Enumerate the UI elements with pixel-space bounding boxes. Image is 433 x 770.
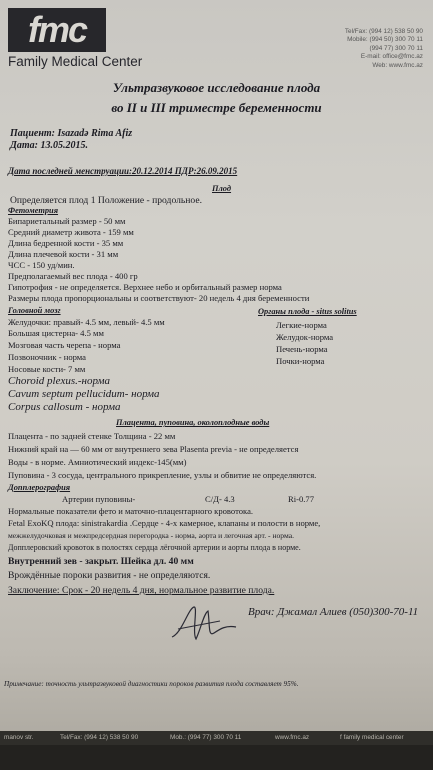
header-contacts	[345, 28, 423, 70]
brain-italic-line: Corpus callosum - норма	[8, 401, 121, 413]
contact-tel: Tel/Fax: (994 12) 538 50 90	[344, 28, 423, 35]
doctor-line: Врач: Джамал Алиев (050)300-70-11	[248, 606, 419, 618]
doppler-sd: С/Д- 4.3	[205, 494, 235, 504]
menstruation-line: Дата последней менструации:20.12.2014 ПДР:26.09.2015	[8, 166, 238, 176]
doppler-line: Врождённые пороки развития - не определяются.	[8, 570, 211, 581]
conclusion-line: Заключение: Срок - 20 недель 4 дня, нормальное развитие плода.	[8, 585, 275, 596]
placenta-header: Плацента, пуповина, околоплодные воды	[116, 418, 270, 427]
contact-web: Web: www.fmc.az	[372, 61, 423, 69]
placenta-line: Воды - в норме. Амниотический индекс-145(мм)	[8, 457, 187, 467]
contact-mobile: Mobile: (994 50) 300 70 11	[347, 36, 423, 44]
footer-facebook-label: family medical center	[343, 734, 404, 741]
facebook-icon: f	[340, 734, 344, 741]
page-footer	[0, 731, 433, 745]
doppler-line: Внутренний зев - закрыт. Шейка дл. 40 мм	[8, 556, 194, 567]
fetus-header: Плод	[212, 184, 232, 193]
organ-line: Желудок-норма	[276, 332, 334, 342]
footer-tel: Tel/Fax: (994 12) 538 50 90	[60, 734, 139, 741]
doppler-artery: Артерии пуповины-	[62, 494, 136, 504]
fetometry-line: Длина бедренной кости - 35 мм	[8, 238, 124, 248]
doppler-header: Допплерография	[8, 483, 71, 492]
placenta-line: Нижний край на — 60 мм от внутреннего зева Plasenta previa - не определяется	[8, 444, 299, 454]
fetometry-line: Гипотрофия - не определяется. Верхнее небо и орбитальный размер норма	[8, 282, 282, 292]
footnote: Примечание: точность ультразвуковой диагностики пороков развития плода составляет 95%.	[4, 680, 299, 688]
doppler-line: межжелудочковая и межпредсердная перегородка - норма, аорта и легочная арт. - норма.	[8, 531, 295, 540]
exam-date: Дата: 13.05.2015.	[10, 140, 88, 151]
brand-name: Family Medical Center	[8, 54, 143, 69]
fetometry-line: Средний диаметр живота - 159 мм	[8, 227, 134, 237]
brain-italic-line: Cavum septum pellucidum- норма	[8, 388, 160, 400]
fetometry-line: Размеры плода пропорциональны и соответствуют- 20 недель 4 дня беременности	[8, 293, 310, 303]
brain-line: Желудочки: правый- 4.5 мм, левый- 4.5 мм	[8, 317, 165, 327]
fetometry-line: Длина плечевой кости - 31 мм	[8, 249, 119, 259]
doc-title-line2: во II и III триместре беременности	[111, 100, 322, 115]
patient-name: Пациент: Isazadə Rima Afiz	[10, 128, 133, 139]
doctor-signature	[168, 603, 238, 643]
brain-header: Головной мозг	[8, 306, 61, 315]
brain-line: Носовые кости- 7 мм	[8, 364, 86, 374]
footer-web: www.fmc.az	[275, 734, 310, 741]
background-table-edge	[0, 745, 433, 770]
doppler-line: Fetal ExoKQ плода: sinistrakardia .Сердце - 4-х камерное, клапаны и полости в норме,	[8, 518, 321, 528]
placenta-line: Пуповина - 3 сосуда, центрального прикрепление, узлы и обвитие не определяются.	[8, 470, 317, 480]
brain-italic-line: Choroid plexus.-норма	[8, 375, 110, 387]
brain-line: Позвоночник - норма	[8, 352, 86, 362]
fetometry-line: Предполагаемый вес плода - 400 гр	[8, 271, 138, 281]
doppler-line: Нормальные показатели фето и маточно-плацентарного кровотока.	[8, 506, 254, 516]
brain-line: Большая цистерна- 4.5 мм	[8, 328, 104, 338]
fetometry-line: ЧСС - 150 уд/мин.	[8, 260, 75, 270]
organ-line: Печень-норма	[276, 344, 328, 354]
footer-mobile: Mob.: (994 77) 300 70 11	[170, 734, 242, 741]
placenta-line: Плацента - по задней стенке Толщина - 22 мм	[8, 431, 176, 441]
organ-line: Почки-норма	[276, 356, 325, 366]
doppler-line: Допплеровский кровоток в полостях сердца лёгочной артерии и аорты плода в норме.	[8, 543, 301, 552]
footer-facebook	[340, 731, 404, 745]
fetometry-header: Фетометрия	[8, 206, 59, 215]
doc-title-line1: Ультразвуковое исследование плода	[112, 80, 321, 95]
contact-email: E-mail: office@fmc.az	[360, 53, 423, 61]
contact-mobile-2: (994 77) 300 70 11	[369, 44, 423, 52]
doppler-ri: Ri-0.77	[288, 494, 315, 504]
fetometry-line: Бипариетальный размер - 50 мм	[8, 216, 126, 226]
organ-line: Легкие-норма	[276, 320, 327, 330]
fmc-logo: fmc	[8, 8, 106, 52]
fetus-line: Определяется плод 1 Положение - продольное.	[10, 195, 202, 206]
brain-line: Мозговая часть черепа - норма	[8, 340, 121, 350]
footer-address: manov str.	[4, 734, 34, 741]
organs-header: Органы плода - situs solitus	[258, 307, 357, 316]
